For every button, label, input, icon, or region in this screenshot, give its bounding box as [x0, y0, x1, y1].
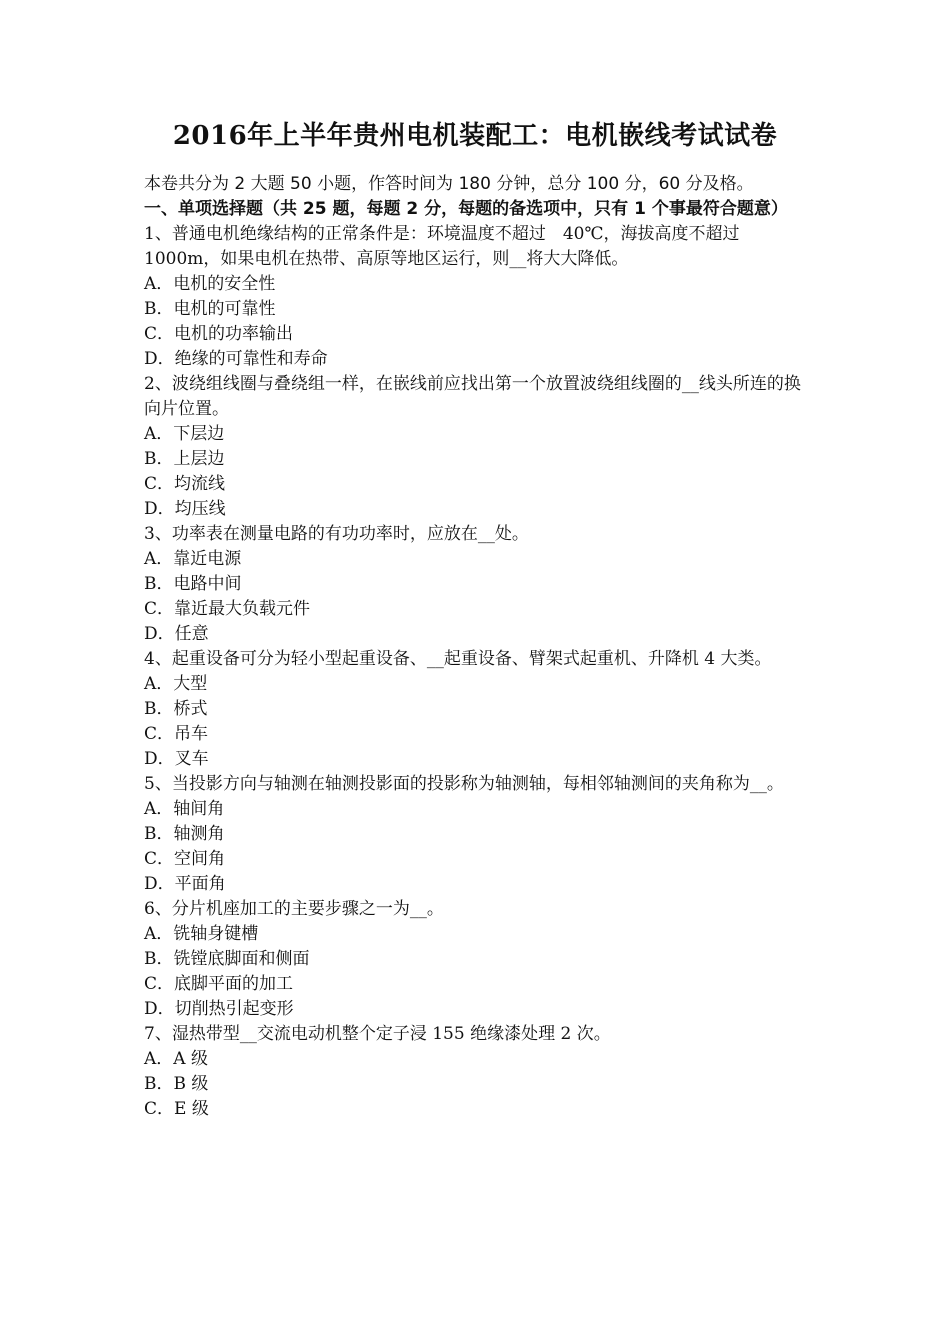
option-b: B．铣镗底脚面和侧面 [144, 949, 310, 969]
option-a: A．轴间角 [144, 799, 225, 819]
option-d: D．切削热引起变形 [144, 999, 294, 1019]
option-c: C．空间角 [144, 849, 226, 869]
option-d: D．均压线 [144, 499, 226, 519]
option-a: A．靠近电源 [144, 549, 242, 569]
question-6 [144, 897, 810, 1022]
option-d: D．平面角 [144, 874, 226, 894]
question-stem: 5、当投影方向与轴测在轴测投影面的投影称为轴测轴，每相邻轴测间的夹角称为__。 [144, 774, 784, 794]
option-c: C．电机的功率输出 [144, 324, 294, 344]
option-b: B．上层边 [144, 449, 225, 469]
option-d: D．叉车 [144, 749, 209, 769]
option-d: D．任意 [144, 624, 209, 644]
question-1 [144, 222, 810, 372]
question-2 [144, 372, 810, 522]
option-a: A．大型 [144, 674, 208, 694]
option-c: C．均流线 [144, 474, 226, 494]
question-stem: 3、功率表在测量电路的有功功率时，应放在__处。 [144, 524, 529, 544]
option-a: A．铣轴身键槽 [144, 924, 259, 944]
question-stem: 2、波绕组线圈与叠绕组一样，在嵌线前应找出第一个放置波绕组线圈的__线头所连的换向片位置。 [144, 374, 801, 419]
option-b: B．轴测角 [144, 824, 225, 844]
option-c: C．吊车 [144, 724, 209, 744]
question-stem: 6、分片机座加工的主要步骤之一为__。 [144, 899, 444, 919]
option-b: B．电路中间 [144, 574, 242, 594]
page-title: 2016年上半年贵州电机装配工：电机嵌线考试试卷 [172, 121, 778, 151]
question-4 [144, 647, 810, 772]
section-heading: 一、单项选择题（共 25 题，每题 2 分，每题的备选项中，只有 1 个事最符合题意） [144, 199, 788, 219]
question-7 [144, 1022, 810, 1122]
option-d: D．绝缘的可靠性和寿命 [144, 349, 328, 369]
exam-intro: 本卷共分为 2 大题 50 小题，作答时间为 180 分钟，总分 100 分，60 分及格。 [144, 174, 754, 194]
exam-content [144, 172, 810, 1122]
option-c: C．靠近最大负载元件 [144, 599, 311, 619]
option-a: A．A 级 [144, 1049, 208, 1069]
option-b: B．电机的可靠性 [144, 299, 276, 319]
question-stem: 4、起重设备可分为轻小型起重设备、__起重设备、臂架式起重机、升降机 4 大类。 [144, 649, 772, 669]
question-3 [144, 522, 810, 647]
option-b: B．B 级 [144, 1074, 209, 1094]
question-5 [144, 772, 810, 897]
question-stem: 7、湿热带型__交流电动机整个定子浸 155 绝缘漆处理 2 次。 [144, 1024, 611, 1044]
question-stem: 1、普通电机绝缘结构的正常条件是：环境温度不超过 40℃，海拔高度不超过 1000m，如果电机在热带、高原等地区运行，则__将大大降低。 [144, 224, 740, 269]
option-a: A．下层边 [144, 424, 225, 444]
option-c: C．E 级 [144, 1099, 209, 1119]
option-c: C．底脚平面的加工 [144, 974, 294, 994]
option-a: A．电机的安全性 [144, 274, 276, 294]
option-b: B．桥式 [144, 699, 208, 719]
